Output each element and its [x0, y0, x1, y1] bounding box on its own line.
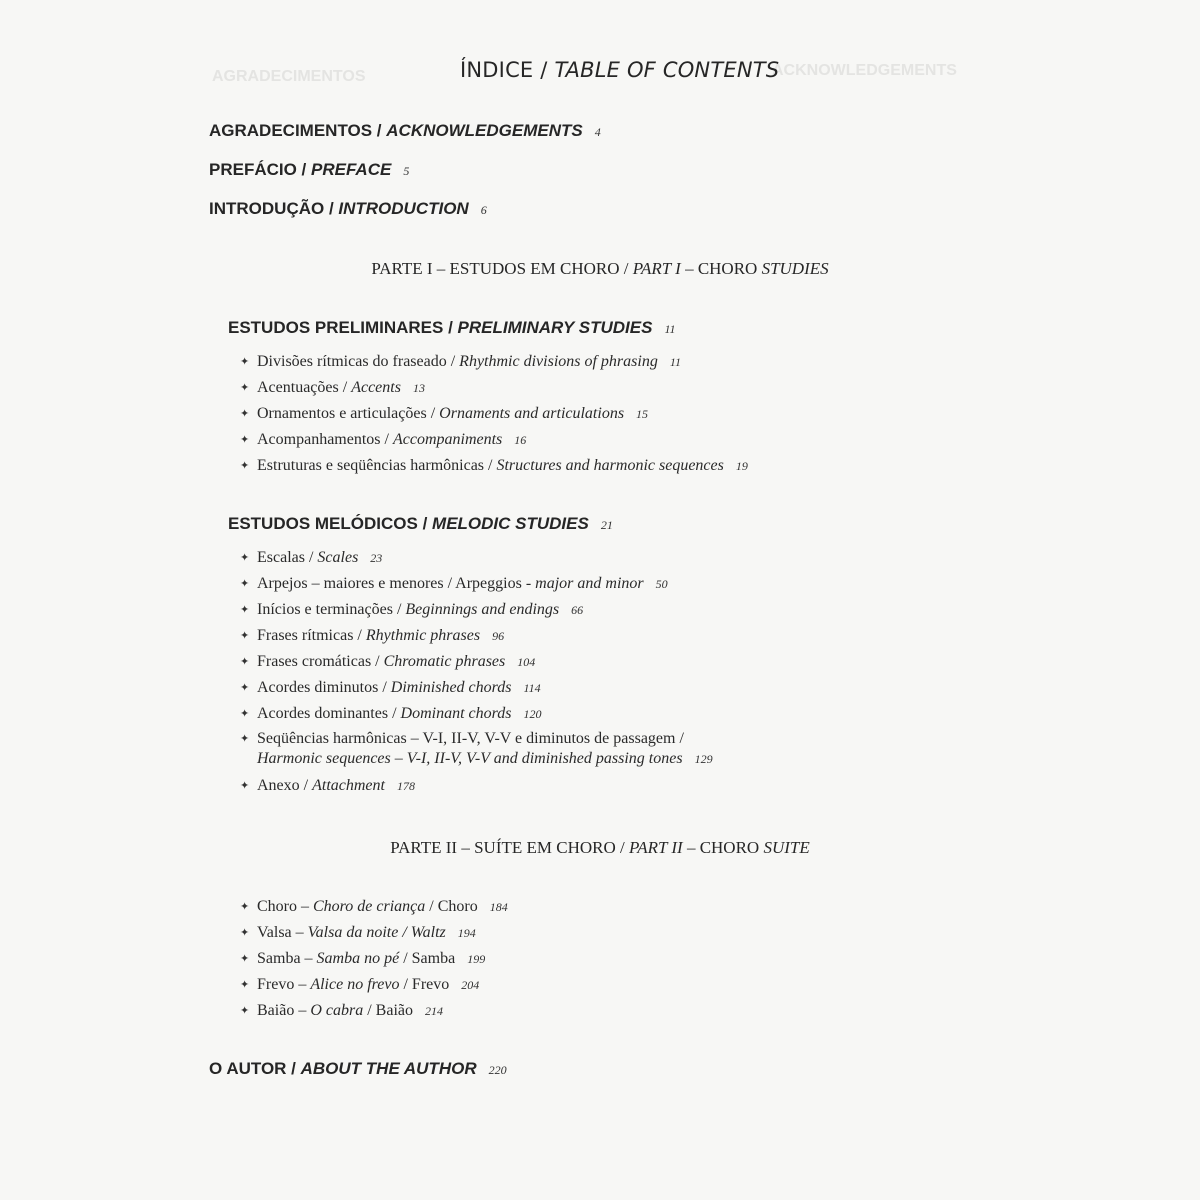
- page-number: 194: [457, 926, 476, 940]
- part-label-en: PART II: [629, 838, 683, 857]
- page-number: 104: [517, 655, 536, 669]
- page-number: 199: [467, 952, 486, 966]
- bullet-icon: ✦: [240, 1005, 250, 1017]
- bullet-icon: ✦: [240, 408, 250, 420]
- bullet-icon: ✦: [240, 630, 250, 642]
- toc-item-valsa[interactable]: [240, 923, 476, 943]
- bullet-icon: ✦: [240, 434, 250, 446]
- toc-item-baiao[interactable]: [240, 1001, 443, 1021]
- item-pt: Escalas /: [257, 549, 318, 566]
- item-pt: Acompanhamentos /: [257, 431, 393, 448]
- part-2-heading: [0, 838, 1200, 858]
- page-number: 13: [412, 381, 425, 395]
- item-en: Diminished chords: [390, 679, 512, 696]
- toc-item-diminished-chords[interactable]: [240, 678, 541, 698]
- toc-item-beginnings-endings[interactable]: [240, 600, 583, 620]
- part-title-en: STUDIES: [761, 259, 829, 278]
- item-en: Accents: [351, 379, 401, 396]
- section-title-en: PRELIMINARY STUDIES: [457, 318, 653, 337]
- page-title: [460, 58, 779, 82]
- page-number: 19: [735, 459, 748, 473]
- page-number: 96: [492, 629, 505, 643]
- bullet-icon: ✦: [240, 927, 250, 939]
- page-number: 66: [571, 603, 584, 617]
- part-label-en: PART I: [632, 259, 681, 278]
- item-pt: Divisões rítmicas do fraseado /: [257, 353, 460, 370]
- item-en: Rhythmic divisions of phrasing: [459, 353, 658, 370]
- part-title-pt: PARTE I – ESTUDOS EM CHORO /: [371, 259, 633, 278]
- item-pt: Seqüências harmônicas – V-I, II-V, V-V e diminutos de passagem /: [257, 730, 684, 747]
- bleed-through-heading-right: ACKNOWLEDGEMENTS: [772, 62, 957, 79]
- toc-item-choro[interactable]: [240, 897, 508, 917]
- toc-item-arpeggios[interactable]: [240, 574, 668, 594]
- entry-title-pt: PREFÁCIO /: [209, 160, 312, 179]
- page-number: 6: [480, 203, 487, 217]
- bullet-icon: ✦: [240, 953, 250, 965]
- item-genre: Valsa –: [257, 924, 308, 941]
- bullet-icon: ✦: [240, 780, 250, 792]
- page-number: 178: [396, 779, 415, 793]
- item-en: Rhythmic phrases: [365, 627, 481, 644]
- toc-item-ornaments[interactable]: [240, 404, 648, 424]
- bullet-icon: ✦: [240, 733, 250, 745]
- part-title-en: SUITE: [763, 838, 810, 857]
- section-title-pt: ESTUDOS MELÓDICOS /: [228, 514, 433, 533]
- page-number: 204: [461, 978, 480, 992]
- bullet-icon: ✦: [240, 552, 250, 564]
- item-piece-title: Choro de criança: [313, 898, 426, 915]
- bullet-icon: ✦: [240, 979, 250, 991]
- item-genre-en: / Baião: [363, 1002, 413, 1019]
- section-title-pt: ESTUDOS PRELIMINARES /: [228, 318, 458, 337]
- item-pt: Acordes dominantes /: [257, 705, 401, 722]
- item-genre-en: / Samba: [399, 950, 456, 967]
- bullet-icon: ✦: [240, 656, 250, 668]
- toc-item-rhythmic-phrases[interactable]: [240, 626, 504, 646]
- toc-entry-introduction[interactable]: [209, 199, 487, 219]
- item-genre: Frevo –: [257, 976, 311, 993]
- page-number: 184: [489, 900, 508, 914]
- page-number: 50: [655, 577, 668, 591]
- toc-entry-preface[interactable]: [209, 160, 409, 180]
- toc-item-harmonic-structures[interactable]: [240, 456, 748, 476]
- item-en: major and minor: [535, 575, 644, 592]
- bullet-icon: ✦: [240, 356, 250, 368]
- page-number: 114: [523, 681, 541, 695]
- bullet-icon: ✦: [240, 604, 250, 616]
- entry-title-en: ACKNOWLEDGEMENTS: [386, 121, 583, 140]
- toc-item-harmonic-sequences[interactable]: [240, 729, 713, 769]
- bullet-icon: ✦: [240, 382, 250, 394]
- page-number: 15: [636, 407, 649, 421]
- item-genre-en: / Frevo: [399, 976, 450, 993]
- toc-item-rhythmic-divisions[interactable]: [240, 352, 681, 372]
- bullet-icon: ✦: [240, 460, 250, 472]
- bullet-icon: ✦: [240, 901, 250, 913]
- item-en: Scales: [317, 549, 359, 566]
- item-piece-title: Alice no frevo: [310, 976, 400, 993]
- part-title-pt: PARTE II – SUÍTE EM CHORO /: [390, 838, 629, 857]
- page-number: 21: [600, 518, 613, 532]
- item-pt: Arpejos – maiores e menores / Arpeggios -: [257, 575, 536, 592]
- item-genre: Choro –: [257, 898, 313, 915]
- page-number: 4: [594, 125, 601, 139]
- item-en: Chromatic phrases: [383, 653, 506, 670]
- bullet-icon: ✦: [240, 708, 250, 720]
- section-title-en: MELODIC STUDIES: [432, 514, 589, 533]
- toc-item-attachment[interactable]: [240, 776, 415, 796]
- page-number: 214: [424, 1004, 443, 1018]
- bullet-icon: ✦: [240, 682, 250, 694]
- page-number: 11: [669, 355, 681, 369]
- entry-title-en: INTRODUCTION: [338, 199, 469, 218]
- part-mid-en: – CHORO: [680, 259, 762, 278]
- item-piece-title: Valsa da noite / Waltz: [307, 924, 446, 941]
- toc-section-preliminary-studies[interactable]: [228, 318, 676, 338]
- title-pt: ÍNDICE /: [460, 58, 555, 82]
- item-pt: Anexo /: [257, 777, 313, 794]
- toc-item-chromatic-phrases[interactable]: [240, 652, 535, 672]
- toc-item-scales[interactable]: [240, 548, 382, 568]
- toc-item-accents[interactable]: [240, 378, 425, 398]
- item-en: Accompaniments: [392, 431, 503, 448]
- item-pt: Acordes diminutos /: [257, 679, 391, 696]
- item-en: Harmonic sequences – V-I, II-V, V-V and diminished passing tones: [257, 750, 683, 767]
- page-number: 120: [523, 707, 542, 721]
- entry-title-pt: INTRODUÇÃO /: [209, 199, 339, 218]
- title-en: TABLE OF CONTENTS: [554, 58, 780, 82]
- item-en: Beginnings and endings: [405, 601, 560, 618]
- entry-title-pt: AGRADECIMENTOS /: [209, 121, 387, 140]
- item-genre: Baião –: [257, 1002, 311, 1019]
- part-1-heading: [0, 259, 1200, 279]
- item-pt: Frases cromáticas /: [257, 653, 384, 670]
- page-number: 16: [514, 433, 527, 447]
- toc-item-dominant-chords[interactable]: [240, 704, 542, 724]
- item-pt: Inícios e terminações /: [257, 601, 406, 618]
- toc-entry-acknowledgements[interactable]: [209, 121, 601, 141]
- item-en: Attachment: [312, 777, 385, 794]
- item-en: Ornaments and articulations: [439, 405, 625, 422]
- item-en: Structures and harmonic sequences: [496, 457, 724, 474]
- entry-title-en: PREFACE: [311, 160, 392, 179]
- item-piece-title: Samba no pé: [316, 950, 400, 967]
- item-genre-en: / Choro: [425, 898, 478, 915]
- item-genre: Samba –: [257, 950, 317, 967]
- item-pt: Ornamentos e articulações /: [257, 405, 440, 422]
- item-en: Dominant chords: [400, 705, 512, 722]
- entry-title-pt: O AUTOR /: [209, 1059, 301, 1078]
- toc-entry-about-author[interactable]: [209, 1059, 507, 1079]
- item-pt: Estruturas e seqüências harmônicas /: [257, 457, 497, 474]
- page-number: 220: [488, 1063, 507, 1077]
- toc-section-melodic-studies[interactable]: [228, 514, 613, 534]
- bullet-icon: ✦: [240, 578, 250, 590]
- item-pt: Acentuações /: [257, 379, 352, 396]
- entry-title-en: ABOUT THE AUTHOR: [300, 1059, 477, 1078]
- toc-item-samba[interactable]: [240, 949, 485, 969]
- part-mid-en: – CHORO: [682, 838, 764, 857]
- toc-item-accompaniments[interactable]: [240, 430, 526, 450]
- page-number: 129: [694, 752, 713, 766]
- bleed-through-heading-left: AGRADECIMENTOS: [212, 68, 366, 85]
- item-pt: Frases rítmicas /: [257, 627, 366, 644]
- item-piece-title: O cabra: [310, 1002, 364, 1019]
- page-number: 11: [664, 322, 676, 336]
- page-number: 23: [370, 551, 383, 565]
- page-number: 5: [403, 164, 410, 178]
- toc-item-frevo[interactable]: [240, 975, 479, 995]
